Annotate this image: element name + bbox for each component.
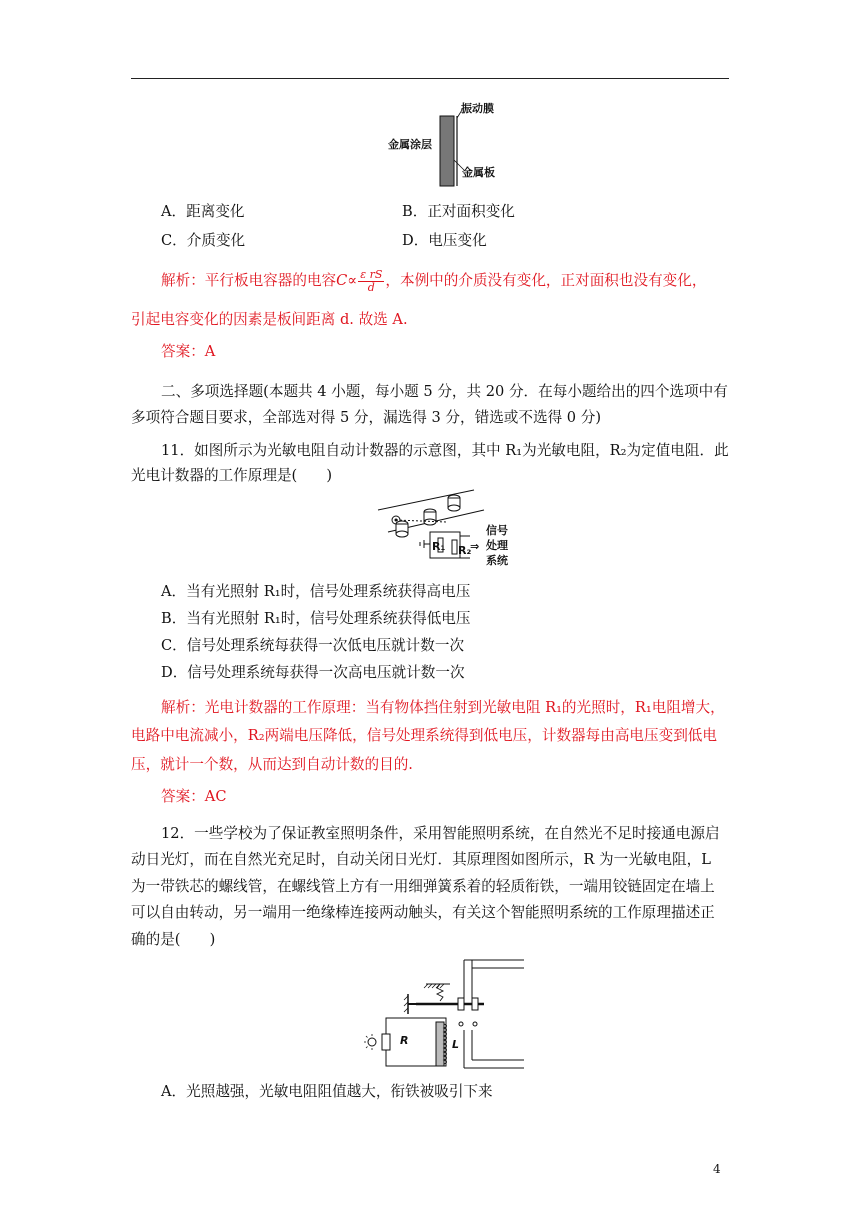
formula-fraction	[358, 269, 384, 294]
microphone-figure	[380, 100, 520, 192]
q11-answer: 答案：AC	[161, 788, 227, 805]
label-signal-1: 信号	[486, 524, 508, 537]
q11-option-a: A．当有光照射 R₁时，信号处理系统获得高电压	[161, 583, 471, 600]
formula-lhs: C∝	[336, 272, 358, 289]
q12-stem-line3: 为一带铁芯的螺线管，在螺线管上方有一用细弹簧系着的轻质衔铁，一端用铰链固定在墙上	[131, 878, 715, 895]
formula-denominator: d	[367, 280, 375, 294]
q12-stem-line2: 动日光灯，而在自然光充足时，自动关闭日光灯．其原理图如图所示，R 为一光敏电阻，L	[131, 851, 711, 868]
label-film: 振动膜	[461, 102, 494, 115]
q11-stem-line2: 光电计数器的工作原理是( )	[131, 467, 333, 484]
q11-option-d: D．信号处理系统每获得一次高电压就计数一次	[161, 664, 465, 681]
section2-line2: 多项符合题目要求，全部选对得 5 分，漏选得 3 分，错选或不选得 0 分)	[131, 409, 602, 426]
formula-numerator: ε rS	[360, 267, 383, 281]
q11-analysis-line2: 电路中电流减小，R₂两端电压降低，信号处理系统得到低电压，计数器每由高电压变到低电	[131, 727, 717, 744]
q12-stem-line1: 12．一些学校为了保证教室照明条件，采用智能照明系统，在自然光不足时接通电源启	[161, 825, 720, 842]
q12-option-a: A．光照越强，光敏电阻阻值越大，衔铁被吸引下来	[161, 1083, 493, 1100]
smart-lighting-figure	[360, 958, 530, 1070]
q10-analysis-line1	[161, 268, 771, 294]
page-number: 4	[713, 1162, 721, 1176]
q11-option-b: B．当有光照射 R₁时，信号处理系统获得低电压	[161, 610, 471, 627]
label-signal-2: 处理	[486, 539, 508, 552]
q11-stem-line1: 11．如图所示为光敏电阻自动计数器的示意图，其中 R₁为光敏电阻，R₂为定值电阻．此	[161, 442, 729, 459]
q11-option-c: C．信号处理系统每获得一次低电压就计数一次	[161, 637, 465, 654]
q11-analysis-line3: 压，就计一个数，从而达到自动计数的目的.	[131, 756, 413, 773]
label-plate: 金属板	[462, 166, 495, 179]
section2-line1: 二、多项选择题(本题共 4 小题，每小题 5 分，共 20 分．在每小题给出的四个选项中有	[161, 383, 728, 400]
q12-stem-line4: 可以自由转动，另一端用一绝缘棒连接两动触头，有关这个智能照明系统的工作原理描述正	[131, 904, 715, 921]
q10-option-c: C．介质变化	[161, 232, 246, 249]
label-coating: 金属涂层	[388, 138, 432, 151]
q11-analysis-line1: 解析：光电计数器的工作原理：当有物体挡住射到光敏电阻 R₁的光照时，R₁电阻增大，	[161, 699, 725, 716]
q10-analysis-prefix: 解析：平行板电容器的电容	[161, 272, 337, 289]
q10-analysis-mid: ，本例中的介质没有变化，正对面积也没有变化，	[385, 272, 707, 289]
q12-stem-line5: 确的是( )	[131, 931, 216, 948]
label-r: R	[400, 1034, 409, 1047]
arrow-icon: ⇒	[470, 540, 480, 553]
label-r1: R₁	[432, 540, 446, 553]
q10-option-a: A．距离变化	[161, 203, 245, 220]
label-r2: R₂	[458, 544, 472, 557]
photo-counter-figure	[374, 488, 524, 570]
q10-answer: 答案：A	[161, 343, 216, 360]
header-rule	[131, 78, 729, 79]
q10-option-b: B．正对面积变化	[402, 203, 515, 220]
q10-option-d: D．电压变化	[402, 232, 487, 249]
label-l: L	[452, 1038, 460, 1051]
label-signal-3: 系统	[486, 554, 508, 567]
q10-analysis-line2: 引起电容变化的因素是板间距离 d. 故选 A.	[131, 311, 408, 328]
